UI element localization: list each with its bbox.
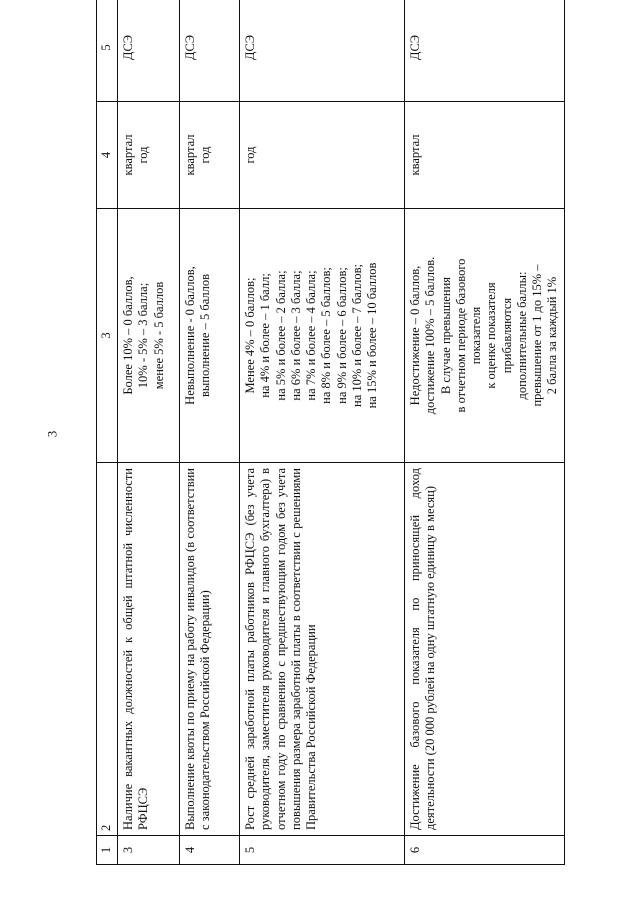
header-col-2: 2 <box>97 463 118 836</box>
criteria-cell: Более 10% – 0 баллов, 10% - 5% – 3 балла; менее 5% - 5 баллов <box>118 209 180 463</box>
responsible-cell: ДСЭ <box>405 0 565 102</box>
table-row <box>240 0 405 865</box>
row-number: 3 <box>118 836 180 865</box>
header-row <box>97 0 118 865</box>
period-cell: квартал год <box>118 102 180 209</box>
header-col-5: 5 <box>97 0 118 102</box>
indicators-table <box>96 0 565 865</box>
criteria-cell: Невыполнение - 0 баллов, выполнение – 5 баллов <box>180 209 240 463</box>
criteria-cell: Недостижение – 0 баллов, достижение 100% – 5 баллов. В случае превышения в отчетном периоде базового показателя к оценке показателя прибавляются дополнительные баллы: превышение от 1 до 15% – 2 балла за каждый 1% <box>405 209 565 463</box>
indicator-cell: Наличие вакантных должностей к общей штатной численности РФЦСЭ <box>118 463 180 836</box>
indicator-cell: Выполнение квоты по приему на работу инвалидов (в соответствии с законодательством Российской Федерации) <box>180 463 240 836</box>
responsible-cell: ДСЭ <box>180 0 240 102</box>
table-row <box>405 0 565 865</box>
row-number: 5 <box>240 836 405 865</box>
table-row <box>118 0 180 865</box>
header-col-4: 4 <box>97 102 118 209</box>
header-col-1: 1 <box>97 836 118 865</box>
period-cell: год <box>240 102 405 209</box>
responsible-cell: ДСЭ <box>118 0 180 102</box>
period-cell: квартал <box>405 102 565 209</box>
criteria-cell: Менее 4% – 0 баллов; на 4% и более – 1 балл; на 5% и более – 2 балла; на 6% и более – 3 балла; на 7% и более – 4 балла; на 8% и более – 5 баллов; на 9% и более – 6 баллов; на 10% и более – 7 баллов; на 15% и более – 10 баллов <box>240 209 405 463</box>
responsible-cell: ДСЭ <box>240 0 405 102</box>
row-number: 6 <box>405 836 565 865</box>
indicator-cell: Рост средней заработной платы работников РФЦСЭ (без учета руководителя, заместителя руководителя и главного бухгалтера) в отчетном году по сравнению с предшествующим годом без учета повышения размера заработной платы в соответствии с решениями Правительства Российской Федерации <box>240 463 405 836</box>
indicator-cell: Достижение базового показателя по приносящей доход деятельности (20 000 рублей на одну штатную единицу в месяц) <box>405 463 565 836</box>
table-row <box>180 0 240 865</box>
rotated-table-sheet <box>96 34 560 865</box>
header-col-3: 3 <box>97 209 118 463</box>
row-number: 4 <box>180 836 240 865</box>
page-number: 3 <box>44 430 60 438</box>
period-cell: квартал год <box>180 102 240 209</box>
